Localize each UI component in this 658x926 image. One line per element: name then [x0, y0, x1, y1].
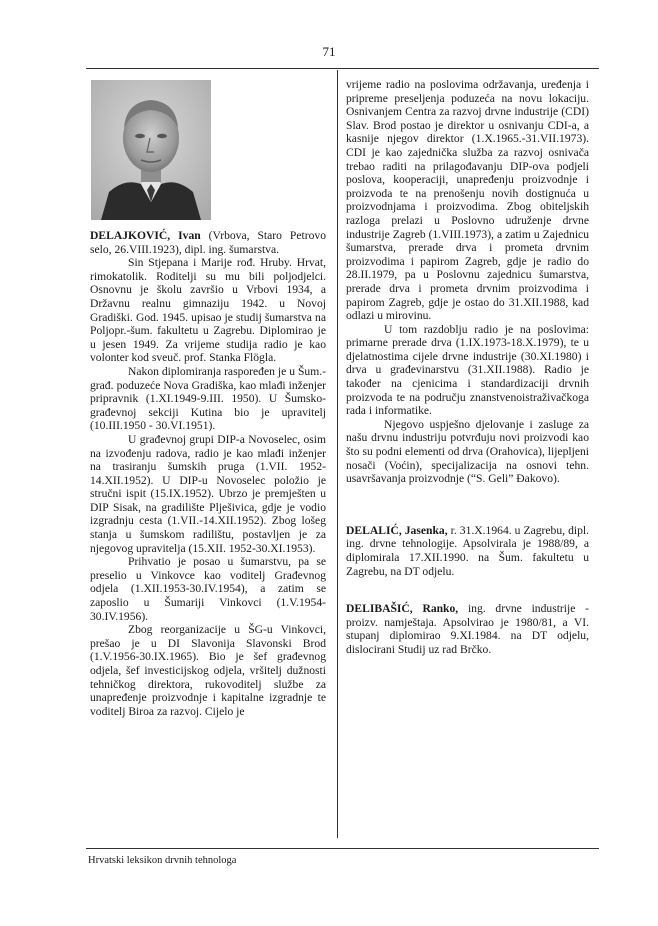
entry-delajkovic-heading: [90, 229, 326, 256]
paragraph: Zbog reorganizacije u ŠG-u Vinkovci, prešao je u DI Slavonija Slavonski Brod (1.V.1956-30.IX.1965). Bio je šef građevnog odjela, šef investicijskog odjela, vršitelj dužnosti tehničkog direktora, rukovoditelj službe za unapređenje proizvodnje i kapitalne izgradnje te voditelj Biroa za razvoj. Cijelo je: [90, 623, 326, 718]
right-column: [346, 78, 589, 657]
entry-text: r. 31.X.1964. u Zagrebu, dipl. ing. drvne tehnologije. Apsolvirala je 1988/89, a diplomirala 17.XII.1990. na Šum. fakultetu u Zagrebu, na DT odjelu.: [346, 523, 590, 578]
entry-name: DELIBAŠIĆ, Ranko,: [346, 602, 459, 616]
paragraph: vrijeme radio na poslovima održavanja, uređenja i pripreme preseljenja poduzeća na novu lokaciju. Osnivanjem Centra za razvoj drvne industrije (CDI) Slav. Brod postao je direktor u osnivanju CDI-a, a kasnije njegov direktor (1.X.1965.-31.VII.1973). CDI je kao zajednička služba za razvoj osnivača trebao raditi na prilagođavanju DIP-ova podjeli poslova, kooperaciji, unapređenju proizvodnje i proizvoda te na prenošenju novih dostignuća u proizvodnjama i proizvodima. Zbog obiteljskih razloga prelazi u Poslovno udruženje drvne industrije Zagreb (1.VIII.1973), a zatim u Zajednicu šumarstva, prerade drva i prometa drvnim proizvodima i papirom Zagreb, gdje je radio do 28.II.1979, pa u Poslovnu zajednicu šumarstva, prerade drva i prometa drvnim proizvodima i papirom Zagreb, gdje je ostao do 31.XII.1988, kad odlazi u mirovinu.: [346, 78, 589, 323]
paragraph: Nakon diplomiranja raspoređen je u Šum.-građ. poduzeće Nova Gradiška, kao mlađi inženjer pripravnik (1.XI.1949-9.III. 1950). U Šumsko-građevnoj sekciji Kutina bio je upravitelj (10.III.1950 - 30.VI.1951).: [90, 364, 326, 433]
entry-delibasic: [346, 602, 589, 656]
footer-text: Hrvatski leksikon drvnih tehnologa: [88, 855, 237, 866]
header-rule: [86, 68, 599, 69]
paragraph: U tom razdoblju radio je na poslovima: primarne prerade drva (1.IX.1973-18.X.1979), te u djelatnostima cijele drvne industrije (30.XI.1980) i drva u građevinarstvu (31.XII.1988). Radio je također na cjenicima i standardizaciji drvnih proizvoda te na području znanstvenoistraživačkoga rada i informatike.: [346, 322, 589, 418]
left-column: [90, 229, 326, 718]
entry-text: ing. drvne industrije - proizv. namještaja. Apsolvirao je 1980/81, a VI. stupanj diplomirao 9.XI.1984. na DT odjelu, dislocirani Studij uz rad Brčko.: [346, 602, 589, 656]
paragraph: U građevnoj grupi DIP-a Novoselec, osim na izvođenju radova, radio je kao mlađi inženjer na trasiranju šumskih pruga (1.VII. 1952-14.XII.1952). U DIP-u Novoselec položio je stručni ispit (15.IX.1952). Ubrzo je premješten u DIP Sisak, na gradilište Plješivica, gdje je vodio izgradnju cesta (1.VII.-14.XII.1952). Zbog lošeg stanja u šumskom radilištu, postavljen je za njegovog upravitelja (15.XII. 1952-30.XI.1953).: [90, 432, 326, 555]
page-number: 71: [322, 44, 336, 59]
entry-name: DELAJKOVIĆ, Ivan: [90, 229, 201, 242]
paragraph: Sin Stjepana i Marije rođ. Hruby. Hrvat, rimokatolik. Roditelji su mu bili poljodjelci. Osnovnu je školu završio u Vrbovi 1934, a Državnu realnu gimnaziju 1942. u Novoj Gradiški. God. 1945. upisao je studij šumarstva na Poljopr.-šum. fakultetu u Zagrebu. Diplomirao je u jesen 1949. Za vrijeme studija radio je kao volonter kod sveuč. prof. Stanka Flögla.: [90, 256, 326, 365]
paragraph: Prihvatio je posao u šumarstvu, pa se preselio u Vinkovce kao voditelj Građevnog odjela (1.XII.1953-30.IV.1954), a zatim se zaposlio u Šumariji Vinkovci (1.V.1954-30.IV.1956).: [90, 555, 326, 623]
entry-head-details: (Vrbova, Staro Petrovo selo, 26.VIII.1923), dipl. ing. šumarstva.: [90, 229, 326, 256]
portrait-photo: [91, 80, 211, 220]
column-divider: [337, 70, 338, 838]
footer-rule: [86, 848, 599, 849]
paragraph: Njegovo uspješno djelovanje i zasluge za našu drvnu industriju potvrđuju novi proizvodi kao što su podni elementi od drva (Orahovica), lijepljeni nosači (Voćin), specijalizacija na osnovi tehn. usavršavanja proizvodnje (“S. Geli” Đakovo).: [346, 417, 589, 486]
entry-name: DELALIĆ, Jasenka,: [346, 523, 448, 537]
entry-delalic: [346, 524, 589, 578]
